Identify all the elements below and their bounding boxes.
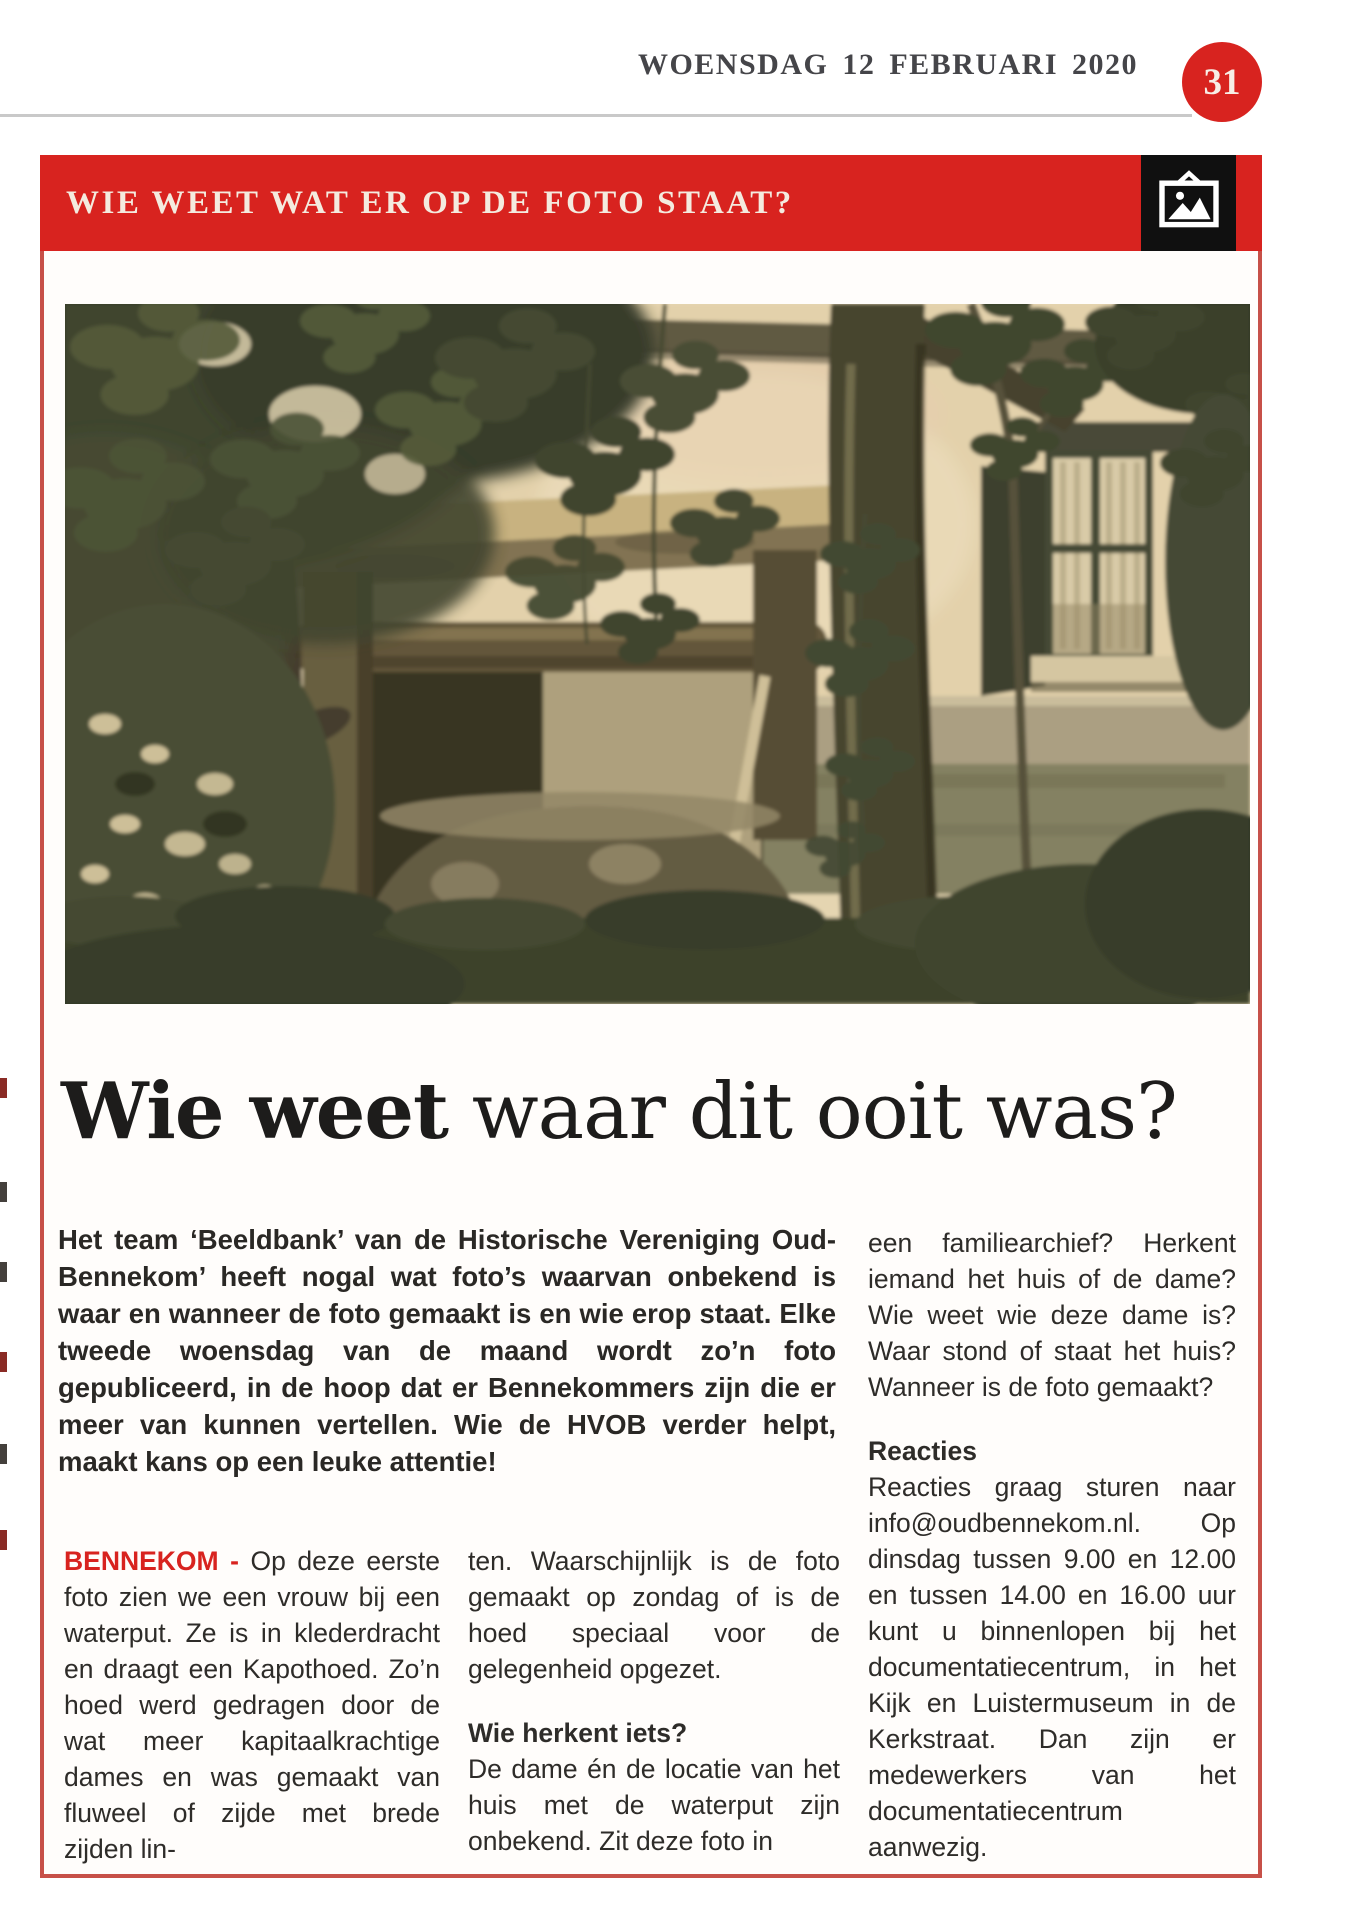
column3-paragraph-2: Reacties graag sturen naar info@oudbennekom.nl. Op dinsdag tussen 9.00 en 12.00 en tussen 14.00 en 16.00 uur kunt u binnenlopen bij het documentatiecentrum, in het Kijk en Luistermuseum in de Kerkstraat. Dan zijn er medewerkers van het documentatiecentrum aanwezig.: [868, 1472, 1236, 1862]
article-banner: [40, 155, 1262, 251]
column1-paragraph: [64, 1543, 440, 1867]
page-edge-artifact: [0, 1530, 7, 1550]
dateline-dash: -: [218, 1546, 251, 1576]
banner-title: WIE WEET WAT ER OP DE FOTO STAAT?: [66, 184, 794, 221]
article-column-2: [468, 1543, 840, 1859]
page-edge-artifact: [0, 1262, 7, 1282]
page-number: 31: [1203, 61, 1241, 103]
page-edge-artifact: [0, 1444, 7, 1464]
article-column-3: [868, 1225, 1236, 1865]
column3-paragraph-1: een familiearchief? Herkent iemand het huis of de dame? Wie weet wie deze dame is? Waar stond of staat het huis? Wanneer is de foto gemaakt?: [868, 1228, 1236, 1402]
dateline-label: BENNEKOM: [64, 1546, 219, 1576]
date-header: WOENSDAG 12 FEBRUARI 2020: [637, 48, 1138, 81]
column2-paragraph-1: ten. Waarschijnlijk is de foto gemaakt op zondag of is de hoed speciaal voor de gelegenheid opgezet.: [468, 1546, 840, 1684]
page-edge-artifact: [0, 1182, 7, 1202]
column2-paragraph-2: De dame én de locatie van het huis met de waterput zijn onbekend. Zit deze foto in: [468, 1754, 840, 1856]
article-intro: Het team ‘Beeldbank’ van de Historische Vereniging Oud-Bennekom’ heeft nogal wat foto’s waarvan onbekend is waar en wanneer de foto gemaakt is en wie erop staat. Elke tweede woensdag van de maand wordt zo’n foto gepubliceerd, in de hoop dat er Bennekommers zijn die er meer van kunnen vertellen. Wie de HVOB verder helpt, maakt kans op een leuke attentie!: [58, 1224, 836, 1477]
headline-rest: waar dit ooit was?: [448, 1067, 1177, 1157]
column2-subhead: Wie herkent iets?: [468, 1718, 688, 1748]
article-headline: [61, 1066, 1177, 1157]
article-photo: [65, 304, 1250, 1004]
photo-frame-icon: [1141, 155, 1236, 251]
headline-bold: Wie weet: [61, 1066, 449, 1157]
column1-text: Op deze eerste foto zien we een vrouw bij een waterput. Ze is in klederdracht en draagt een Kapothoed. Zo’n hoed werd gedragen door de wat meer kapitaalkrachtige dames en was gemaakt van fluweel of zijde met brede zijden lin-: [64, 1546, 440, 1864]
page-number-badge: [1182, 42, 1262, 122]
article-column-1: [64, 1543, 440, 1867]
article-frame: [40, 155, 1262, 1878]
header-rule: [0, 114, 1192, 117]
page-edge-artifact: [0, 1352, 7, 1372]
column3-subhead: Reacties: [868, 1436, 978, 1466]
page-edge-artifact: [0, 1078, 7, 1098]
